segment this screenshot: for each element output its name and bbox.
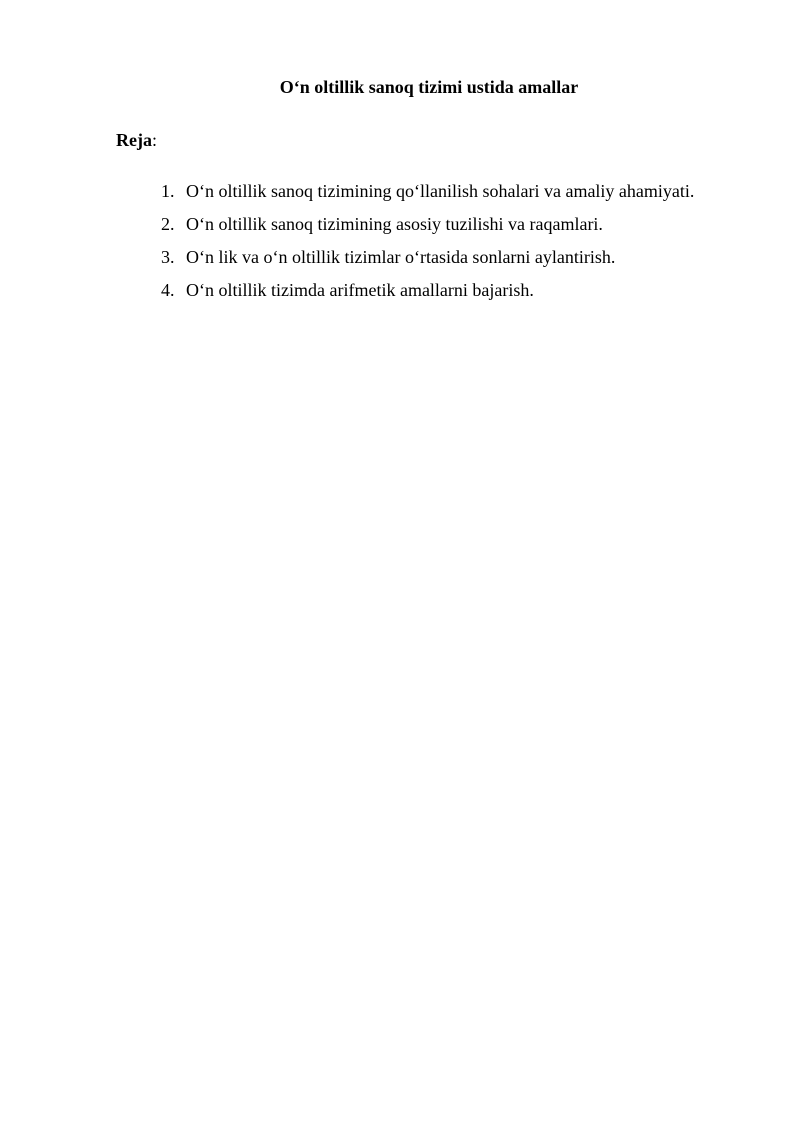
plan-list [161,180,694,312]
plan-list-item [161,279,694,301]
plan-item-text: O‘n oltillik tizimda arifmetik amallarni bajarish. [186,280,534,300]
plan-item-number: 1. [161,181,175,201]
plan-list-item [161,180,694,202]
plan-heading-word: Reja [116,130,152,150]
plan-item-text: O‘n lik va o‘n oltillik tizimlar o‘rtasida sonlarni aylantirish. [186,247,616,267]
plan-item-number: 2. [161,214,175,234]
plan-heading-colon: : [151,130,157,150]
plan-list-item [161,246,694,268]
plan-item-text: O‘n oltillik sanoq tizimining asosiy tuzilishi va raqamlari. [186,214,603,234]
plan-heading [116,129,157,151]
document-title: O‘n oltillik sanoq tizimi ustida amallar [279,77,579,97]
plan-item-number: 3. [161,247,175,267]
plan-list-item [161,213,694,235]
plan-item-number: 4. [161,280,175,300]
plan-item-text: O‘n oltillik sanoq tizimining qo‘llanilish sohalari va amaliy ahamiyati. [186,181,695,201]
